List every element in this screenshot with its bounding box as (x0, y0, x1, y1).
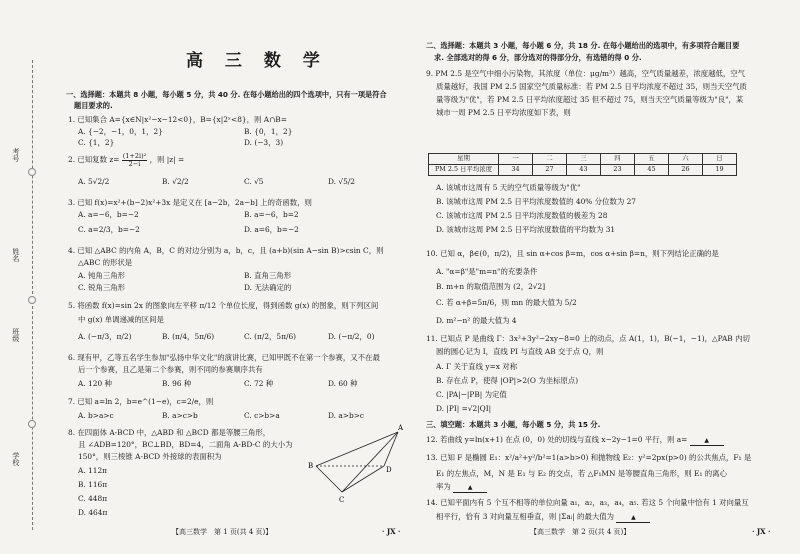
q12-text: 12. 若曲线 y=ln(x+1) 在点 (0，0) 处的切线与直线 x−2y−1=0 平行，则 a= (426, 435, 688, 444)
table-cell: 四 (601, 154, 635, 165)
q5-option-a: A. (−π/3，π/2) (78, 332, 132, 341)
question-14-cont (436, 511, 650, 523)
answer-blank[interactable]: ▲ (453, 483, 487, 493)
q2-fraction (122, 153, 147, 167)
q8-option-d: D. 464π (78, 508, 108, 517)
binding-hole-icon (28, 420, 36, 428)
table-cell: 三 (567, 154, 601, 165)
q9-option-d: D. 该城市这周 PM 2.5 日平均浓度数值的平均数为 31 (436, 225, 616, 234)
q1-option-b: B. {0，1，2} (244, 127, 293, 136)
question-11-cont: 圆的圆心记为 I，直线 PI 与直线 AB 交于点 Q，则 (436, 347, 604, 356)
tetrahedron-figure (306, 424, 406, 524)
table-cell: 23 (601, 165, 635, 176)
q3-option-b: B. a=−6，b=2 (244, 210, 299, 219)
question-5: 5. 将函数 f(x)=sin 2x 的图象向左平移 π/12 个单位长度，得到函数 g(x) 的图象，则下列区间 (68, 301, 379, 310)
q5-option-c: C. (π/2，5π/6) (244, 332, 297, 341)
q2-option-a: A. 5√2/2 (78, 177, 110, 186)
q10-option-d: D. m²−n² 的最大值为 4 (436, 316, 517, 325)
table-cell: 二 (533, 154, 567, 165)
q7-option-c: C. c>b>a (244, 411, 280, 420)
q2-option-c: C. √5 (244, 177, 264, 186)
page-2-mark: · JX · (752, 527, 771, 536)
page-title: 高 三 数 学 (186, 51, 328, 71)
q2-option-d: D. √5/2 (328, 177, 355, 186)
question-8-cont: 且 ∠ADB=120°，BC⊥BD，BD=4，二面角 A-BD-C 的大小为 (78, 440, 293, 449)
question-13-cont: E₁ 的左焦点，M，N 是 E₁ 与 E₂ 的交点，若 △F₁MN 是等腰直角三角形，则 E₁ 的离心 (436, 469, 727, 478)
q6-option-b: B. 96 种 (162, 379, 192, 388)
question-4-cont: △ABC 的形状是 (78, 258, 133, 267)
question-9-cont2: 量等级为"优"，若 PM 2.5 日平均浓度超过 35 但不超过 75，则当天空气质量等级为"良"，某 (436, 95, 744, 104)
q9-option-b: B. 该城市这周 PM 2.5 日平均浓度数值的 40% 分位数为 27 (436, 197, 636, 206)
q10-option-a: A. "α=β"是"m=n"的充要条件 (436, 267, 538, 276)
q8-option-c: C. 448π (78, 494, 108, 503)
q4-option-c: C. 锐角三角形 (78, 283, 126, 292)
vertex-label-b: B (308, 462, 314, 470)
q9-option-c: C. 该城市这周 PM 2.5 日平均浓度数值的极差为 28 (436, 211, 608, 220)
table-cell: PM 2.5 日平均浓度 (429, 165, 499, 176)
vertex-label-a: A (398, 424, 404, 432)
question-10: 10. 已知 α，β∈(0，π/2)，且 sin α+cos β=m，cos α+sin β=n，则下列结论正确的是 (426, 249, 719, 258)
q10-option-c: C. 若 α+β=5π/6，则 mn 的最大值为 5/2 (436, 298, 577, 307)
page-1-mark: · JX · (382, 527, 401, 536)
question-11: 11. 已知点 P 是曲线 Γ：3x²+3y²−2xy−8=0 上的动点，点 A(1，1)，B(−1，−1)，△PAB 内切 (426, 334, 750, 343)
question-13-cont2 (436, 481, 487, 493)
q13-text: 率为 (436, 482, 451, 491)
q8-option-a: A. 112π (78, 466, 107, 475)
q1-option-d: D. (−3，3) (244, 138, 284, 147)
q4-option-a: A. 钝角三角形 (78, 271, 125, 280)
q5-option-d: D. (−π/2，0) (328, 332, 375, 341)
page-2-footer: 【高三数学 第 2 页(共 4 页)】 (530, 528, 631, 536)
table-cell: 19 (703, 165, 737, 176)
q7-option-a: A. b>a>c (78, 411, 114, 420)
q3-option-a: A. a=−6，b=−2 (78, 210, 139, 219)
section-1-heading: 一、选择题：本题共 8 小题，每小题 5 分，共 40 分. 在每小题给出的四个选项中，只有一项是符合 (66, 90, 387, 99)
question-9-cont3: 城市一周 PM 2.5 日平均浓度如下表，则 (436, 108, 571, 117)
answer-blank[interactable]: ▲ (690, 436, 724, 446)
q6-option-d: D. 60 种 (328, 379, 358, 388)
question-7: 7. 已知 a=ln 2，b=e^(1−e)，c=2/e，则 (68, 397, 214, 406)
q11-option-d: D. |PI| =√2|QI| (436, 404, 492, 413)
q2-text-tail: ，则 |z| = (149, 155, 185, 164)
question-9-cont: 质量越好，我国 PM 2.5 国家空气质量标准：若 PM 2.5 日平均浓度不超过 35，则当天空气质 (436, 82, 747, 91)
q1-option-c: C. {1，2} (78, 138, 115, 147)
vertex-label-d: D (386, 466, 392, 474)
question-4: 4. 已知 △ABC 的内角 A，B，C 的对边分别为 a，b，c，且 (a+b)(sin A−sin B)>csin C，则 (68, 246, 384, 255)
section-2-heading-cont: 求. 全部选对的得 6 分，部分选对的得部分分，有选错的得 0 分. (434, 53, 642, 62)
section-3-heading: 三、填空题：本题共 3 小题，每小题 5 分，共 15 分. (426, 420, 601, 429)
question-9: 9. PM 2.5 是空气中细小污染物，其浓度（单位：μg/m³）越高，空气质量越差，浓度越低，空气 (426, 69, 746, 78)
q10-option-b: B. m+n 的取值范围为 (2，2√2] (436, 282, 546, 291)
q7-option-d: D. a>b>c (328, 411, 365, 420)
table-cell: 一 (499, 154, 533, 165)
q3-option-d: D. a=6，b=−2 (244, 225, 299, 234)
table-cell: 27 (533, 165, 567, 176)
table-cell: 34 (499, 165, 533, 176)
section-1-heading-cont: 题目要求的. (74, 101, 113, 110)
q6-option-c: C. 72 种 (244, 379, 274, 388)
question-12 (426, 434, 724, 446)
q4-option-b: B. 直角三角形 (244, 271, 292, 280)
q2-denominator: 2−i (128, 159, 141, 168)
q7-option-b: B. a>c>b (162, 411, 198, 420)
question-8: 8. 在四面体 A-BCD 中，△ABD 和 △BCD 都是等腰三角形， (68, 428, 271, 437)
question-6-cont: 后一个参赛，且乙是第二个参赛，则不同的参赛顺序共有 (78, 365, 263, 374)
q11-option-c: C. |PA|−|PB| 为定值 (436, 390, 507, 399)
school-label: 学校 (11, 452, 20, 466)
q14-text: 相平行，恰有 3 对向量互相垂直，则 |Σaᵢ| 的最大值为 (436, 512, 615, 521)
q2-option-b: B. √2/2 (162, 177, 189, 186)
question-13: 13. 已知 F 是椭圆 E₁：x²/a²+y²/b²=1(a>b>0) 和抛物线 E₂：y²=2px(p>0) 的公共焦点，F₁ 是 (426, 453, 752, 462)
question-14: 14. 已知平面内有 5 个互不相等的单位向量 a₁，a₂，a₃，a₄，a₅. 若这 5 个向量中恰有 1 对向量互 (426, 498, 749, 507)
table-cell: 星期 (429, 154, 499, 165)
vertex-label-c: C (339, 496, 345, 504)
binding-hole-icon (28, 296, 36, 304)
q5-option-b: B. (π/4，5π/6) (162, 332, 215, 341)
answer-blank[interactable]: ▲ (616, 513, 650, 523)
section-2-heading: 二、选择题：本题共 3 小题，每小题 6 分，共 18 分. 在每小题给出的选项中，有多项符合题目要 (426, 41, 740, 50)
question-1: 1. 已知集合 A={x∈N|x²−x−12<0}，B={x|2ˣ<8}，则 A∩B= (68, 115, 287, 124)
table-cell: 五 (635, 154, 669, 165)
q9-option-a: A. 该城市这周有 5 天的空气质量等级为"优" (436, 183, 581, 192)
question-2 (68, 153, 184, 167)
table-cell: 六 (669, 154, 703, 165)
q11-option-b: B. 存在点 P，使得 |OP|>2(O 为坐标原点) (436, 376, 579, 385)
table-row (429, 165, 737, 176)
q1-option-a: A. {−2，−1，0，1，2} (78, 127, 163, 136)
table-cell: 26 (669, 165, 703, 176)
name-label: 姓名 (11, 248, 20, 262)
table-cell: 45 (635, 165, 669, 176)
q4-option-d: D. 无法确定的 (244, 283, 292, 292)
table-header-row (429, 154, 737, 165)
question-6: 6. 现有甲，乙等五名学生参加"弘扬中华文化"的演讲比赛，已知甲既不在第一个参赛，又不在最 (68, 353, 380, 362)
exam-no-label: 考号 (11, 148, 20, 162)
q8-option-b: B. 116π (78, 480, 108, 489)
table-cell: 43 (567, 165, 601, 176)
binding-dashed-line (32, 60, 33, 530)
question-3: 3. 已知 f(x)=x²+(b−2)x²+3x 是定义在 [a−2b，2a−b] 上的奇函数，则 (68, 198, 312, 207)
q2-numerator: (1+2i)² (122, 152, 147, 160)
question-5-cont: 中 g(x) 单调递减的区间是 (78, 315, 164, 324)
q2-text: 2. 已知复数 z= (68, 155, 120, 164)
q11-option-a: A. Γ 关于直线 y=x 对称 (436, 362, 518, 371)
binding-strip (0, 0, 64, 554)
q3-option-c: C. a=2/3，b=−2 (78, 225, 140, 234)
table-cell: 日 (703, 154, 737, 165)
question-8-cont2: 150°，则三棱锥 A-BCD 外接球的表面积为 (78, 452, 222, 461)
q6-option-a: A. 120 种 (78, 379, 112, 388)
binding-hole-icon (28, 168, 36, 176)
page-1-footer: 【高三数学 第 1 页(共 4 页)】 (172, 528, 273, 536)
pm25-table (428, 153, 737, 176)
class-label: 班级 (11, 328, 20, 342)
